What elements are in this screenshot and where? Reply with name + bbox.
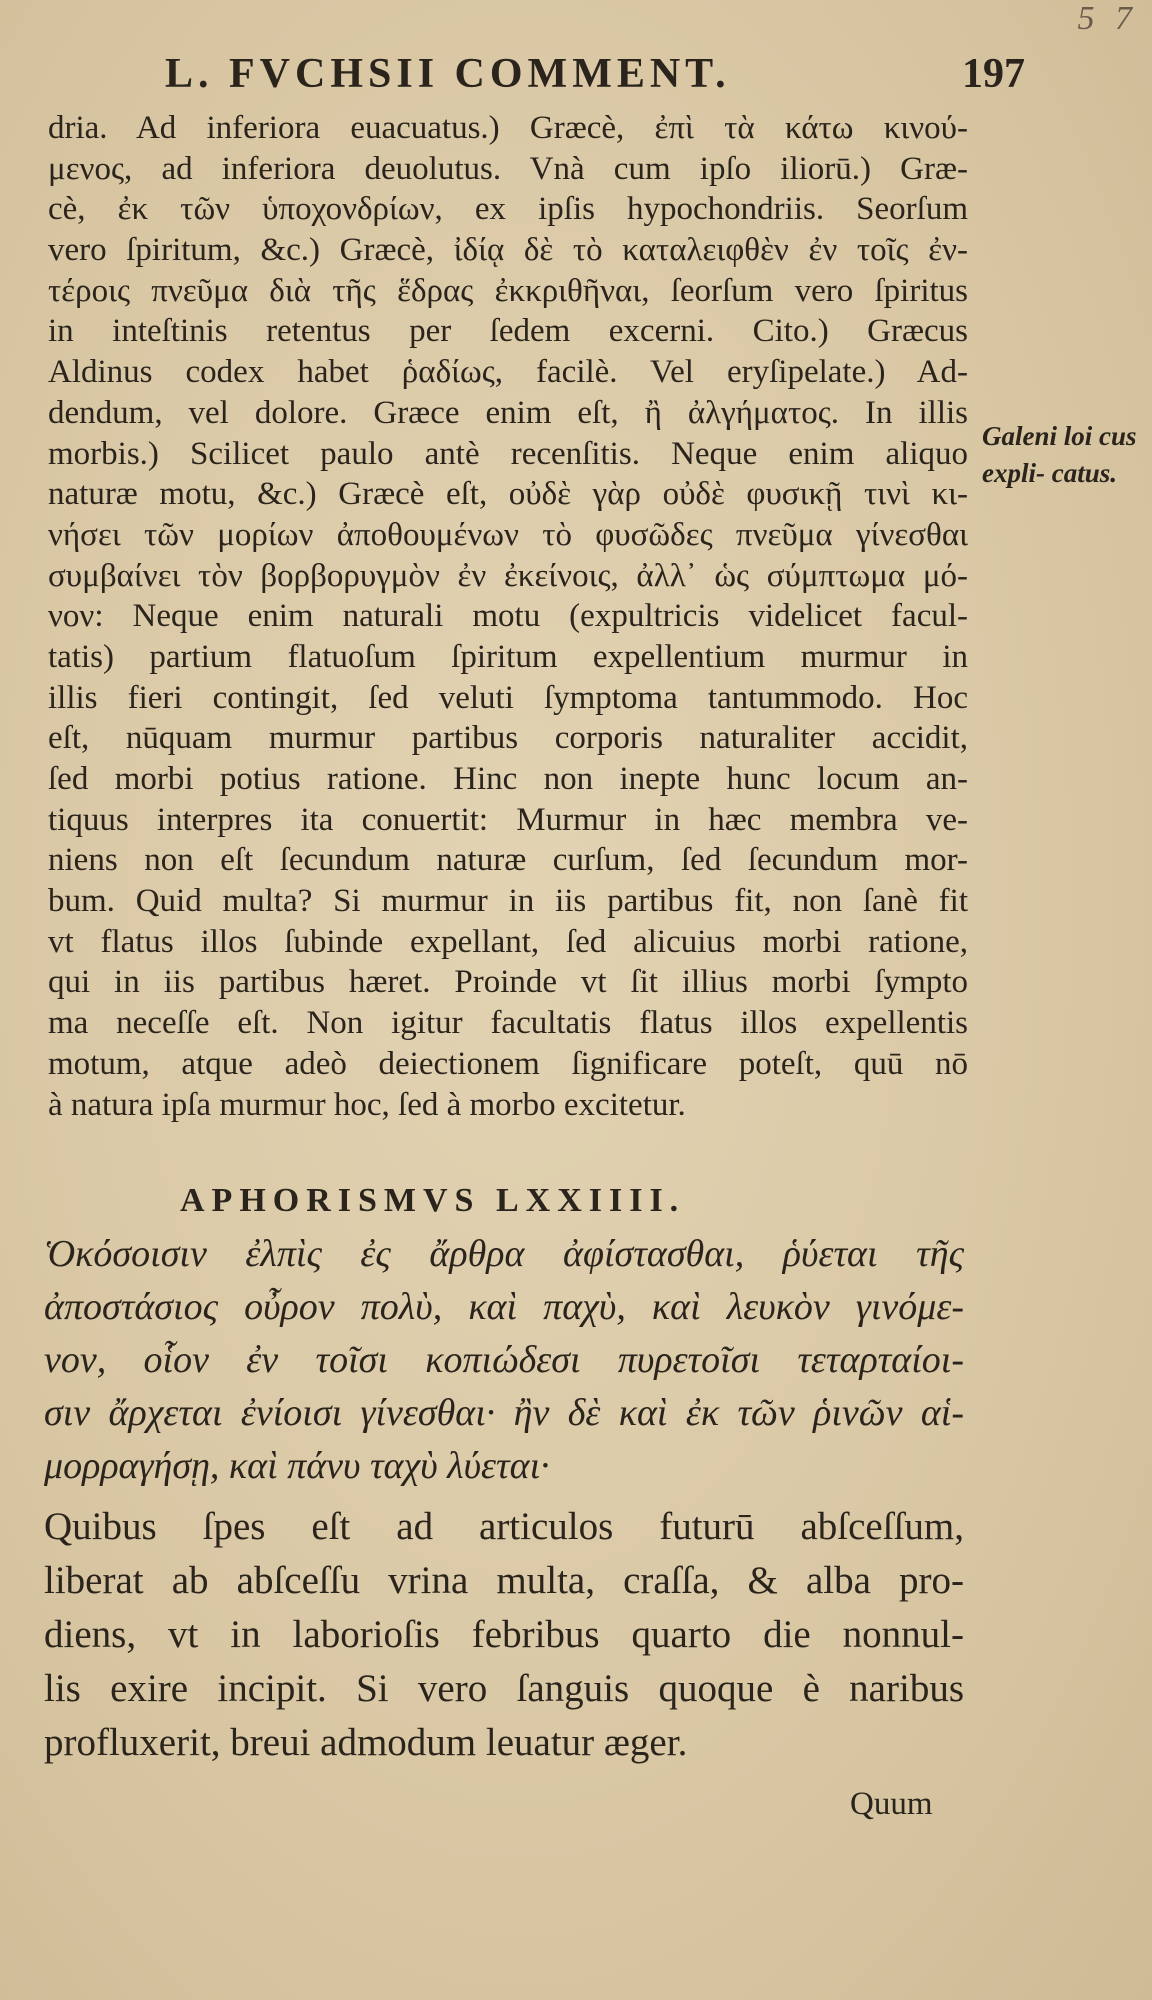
latin-line: lis exire incipit. Si vero ſanguis quoque è naribus	[44, 1667, 964, 1710]
text-line: bum. Quid multa? Si murmur in iis partibus fit, non ſanè fit	[48, 883, 968, 920]
text-line: morbis.) Scilicet paulo antè recenſitis. Neque enim aliquo	[48, 435, 968, 472]
text-line: μενος, ad inferiora deuolutus. Vnà cum ipſo iliorū.) Græ-	[48, 150, 968, 187]
text-line: tiquus interpres ita conuertit: Murmur in hæc membra ve-	[48, 801, 968, 838]
aphorism-greek-text	[44, 1228, 964, 1493]
text-line: dria. Ad inferiora euacuatus.) Græcè, ἐπὶ τὰ κάτω κινού-	[48, 110, 968, 146]
text-line: συμβαίνει τὸν βορβορυγμὸν ἐν ἐκείνοις, ἀλλ᾽ ὡς σύμπτωμα μό-	[48, 557, 968, 594]
text-line: dendum, vel dolore. Græce enim eſt, ἢ ἀλγήματος. In illis	[48, 394, 968, 431]
greek-line: νον, οἷον ἐν τοῖσι κοπιώδεσι πυρετοῖσι τεταρταίοι-	[44, 1339, 964, 1381]
aphorism-heading: APHORISMVS LXXIIII.	[180, 1182, 686, 1219]
text-line: tatis) partium flatuoſum ſpiritum expellentium murmur in	[48, 638, 968, 675]
text-line: ma neceſſe eſt. Non igitur facultatis flatus illos expellentis	[48, 1005, 968, 1042]
greek-line: Ὁκόσοισιν ἐλπὶς ἐς ἄρθρα ἀφίστασθαι, ῥύεται τῆς	[44, 1233, 964, 1275]
text-line: νον: Neque enim naturali motu (expultricis videlicet facul-	[48, 598, 968, 635]
text-line: qui in iis partibus hæret. Proinde vt ſit illius morbi ſympto	[48, 964, 968, 1001]
commentary-text	[48, 108, 968, 1125]
running-head-title: L. FVCHSII COMMENT.	[165, 51, 731, 97]
text-line: vero ſpiritum, &c.) Græcè, ἰδίᾳ δὲ τὸ καταλειφθὲν ἐν τοῖς ἐν-	[48, 232, 968, 269]
marginal-note: Galeni loi cus expli- catus.	[982, 421, 1137, 488]
ink-corner-mark: 5 7	[1077, 0, 1138, 37]
running-head	[165, 50, 1025, 100]
catchword: Quum	[850, 1786, 933, 1822]
text-line: illis fieri contingit, ſed veluti ſymptoma tantummodo. Hoc	[48, 679, 968, 716]
latin-line: diens, vt in laborioſis febribus quarto die nonnul-	[44, 1613, 964, 1656]
latin-line: profluxerit, breui admodum leuatur æger.	[44, 1721, 688, 1764]
text-line: cè, ἐκ τῶν ὑποχονδρίων, ex ipſis hypochondriis. Seorſum	[48, 191, 968, 228]
greek-line: μορραγήσῃ, καὶ πάνυ ταχὺ λύεται·	[44, 1445, 550, 1487]
text-line: motum, atque adeò deiectionem ſignificare poteſt, quū nō	[48, 1045, 968, 1082]
text-line: in inteſtinis retentus per ſedem excerni. Cito.) Græcus	[48, 313, 968, 350]
text-line: vt flatus illos ſubinde expellant, ſed alicuius morbi ratione,	[48, 923, 968, 960]
text-line: Aldinus codex habet ῥαδίως, facilè. Vel eryſipelate.) Ad-	[48, 354, 968, 391]
text-line: niens non eſt ſecundum naturæ curſum, ſed ſecundum mor-	[48, 842, 968, 879]
text-line: ſed morbi potius ratione. Hinc non inepte hunc locum an-	[48, 761, 968, 797]
aphorism-latin-text	[44, 1500, 964, 1770]
latin-line: liberat ab abſceſſu vrina multa, craſſa, & alba pro-	[44, 1559, 964, 1602]
text-line: νήσει τῶν μορίων ἀποθουμένων τὸ φυσῶδες πνεῦμα γίνεσθαι	[48, 516, 968, 553]
folio-number: 197	[962, 51, 1025, 97]
greek-line: ἀποστάσιος οὖρον πολὺ, καὶ παχὺ, καὶ λευκὸν γινόμε-	[44, 1286, 964, 1328]
text-line: naturæ motu, &c.) Græcè eſt, οὐδὲ γὰρ οὐδὲ φυσικῇ τινὶ κι-	[48, 476, 968, 513]
text-line: eſt, nūquam murmur partibus corporis naturaliter accidit,	[48, 720, 968, 757]
greek-line: σιν ἄρχεται ἐνίοισι γίνεσθαι· ἢν δὲ καὶ ἐκ τῶν ῥινῶν αἱ-	[44, 1392, 964, 1434]
latin-line: Quibus ſpes eſt ad articulos futurū abſceſſum,	[44, 1505, 964, 1548]
text-line: à natura ipſa murmur hoc, ſed à morbo excitetur.	[48, 1086, 686, 1123]
text-line: τέροις πνεῦμα διὰ τῆς ἕδρας ἐκκριθῆναι, ſeorſum vero ſpiritus	[48, 272, 968, 309]
